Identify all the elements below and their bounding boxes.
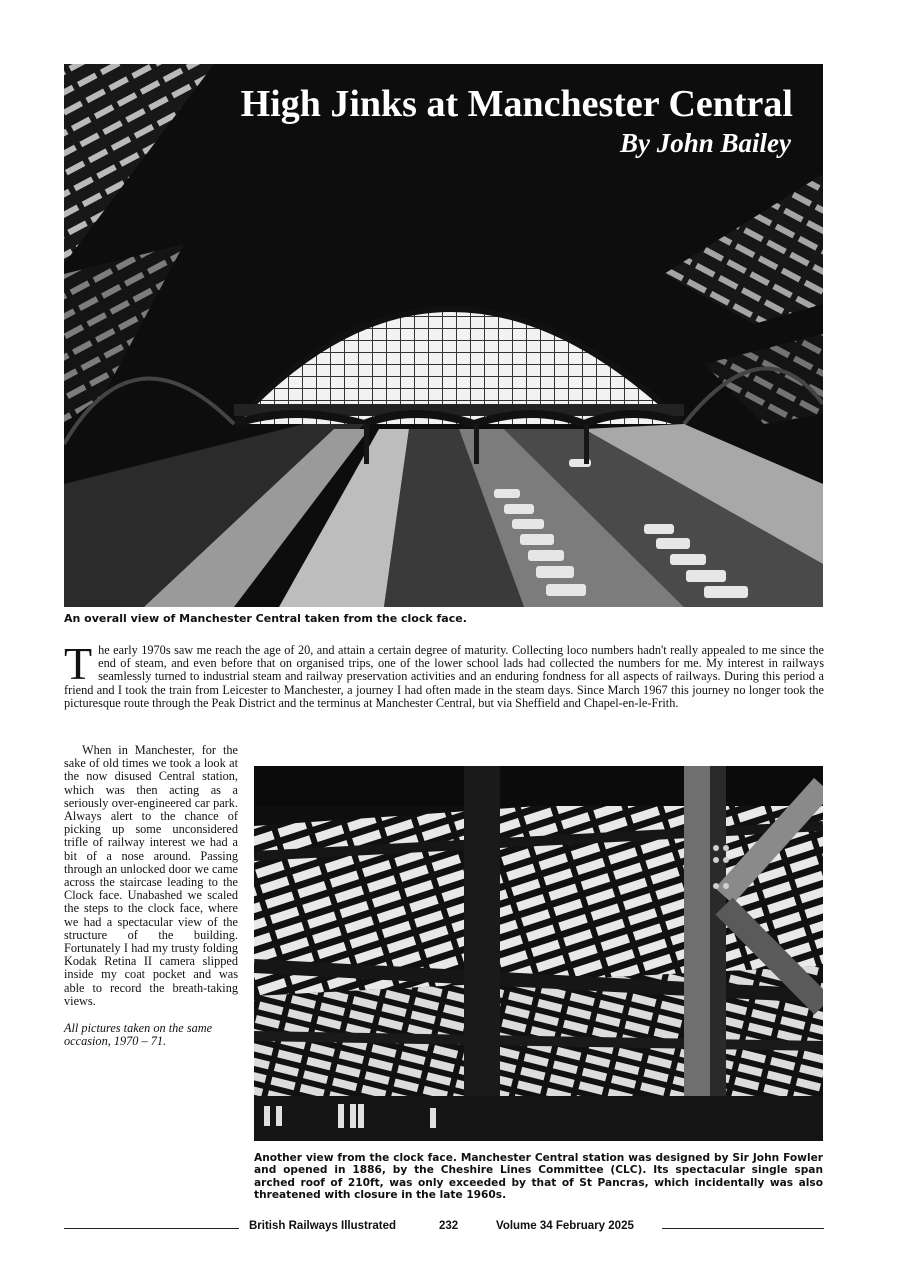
left-column bbox=[64, 744, 238, 1048]
footer-rule-left bbox=[64, 1228, 239, 1229]
article-byline: By John Bailey bbox=[619, 128, 791, 158]
footer-publication: British Railways Illustrated bbox=[249, 1220, 396, 1232]
article-title: High Jinks at Manchester Central bbox=[240, 83, 793, 125]
hero-caption: An overall view of Manchester Central taken from the clock face. bbox=[64, 612, 467, 625]
photo-note: All pictures taken on the same occasion, 1970 – 71. bbox=[64, 1021, 213, 1049]
footer-volume: Volume 34 February 2025 bbox=[496, 1220, 634, 1232]
body-paragraph: When in Manchester, for the sake of old times we took a look at the now disused Central station, which was then acting as a seriously over-engineered car park. Always alert to the chance of picking up some unconsidered trifle of railway interest we had a bit of a nose around. Passing through an unlocked door we came across the staircase leading to the Clock face. Unabashed we scaled the steps to the clock face, where we had a spectacular view of the structure of the building. Fortunately I had my trusty folding Kodak Retina II camera slipped inside my coat pocket and was able to record the breath-taking views. bbox=[64, 743, 238, 1008]
drop-cap: T bbox=[64, 638, 93, 689]
roof-structure-image bbox=[254, 766, 823, 1141]
intro-text: he early 1970s saw me reach the age of 20, and attain a certain degree of maturity. Collecting loco numbers hadn't really appealed to me since the end of steam, and even before that on organised trips, one of the lower school lads had collected the numbers for me. My interest in railways seamlessly turned to industrial steam and railway preservation activities and an enduring fondness for all aspects of railways. During this period a friend and I took the train from Leicester to Manchester, a journey I had often made in the steam days. Since March 1967 this journey no longer took the picturesque route through the Peak District and the terminus at Manchester Central, but via Sheffield and Chapel-en-le-Frith. bbox=[64, 643, 824, 710]
page-footer bbox=[64, 1220, 824, 1236]
second-photo bbox=[254, 766, 823, 1141]
footer-page-number: 232 bbox=[439, 1220, 459, 1232]
intro-paragraph bbox=[64, 638, 824, 710]
hero-photo bbox=[64, 64, 823, 607]
footer-rule-right bbox=[662, 1228, 824, 1229]
second-caption: Another view from the clock face. Manchester Central station was designed by Sir John Fowler and opened in 1886, by the Cheshire Lines Committee (CLC). Its spectacular single span arched roof of 210ft, was only exceeded by that of St Pancras, which incidentally was also threatened with closure in the late 1960s. bbox=[254, 1152, 823, 1202]
